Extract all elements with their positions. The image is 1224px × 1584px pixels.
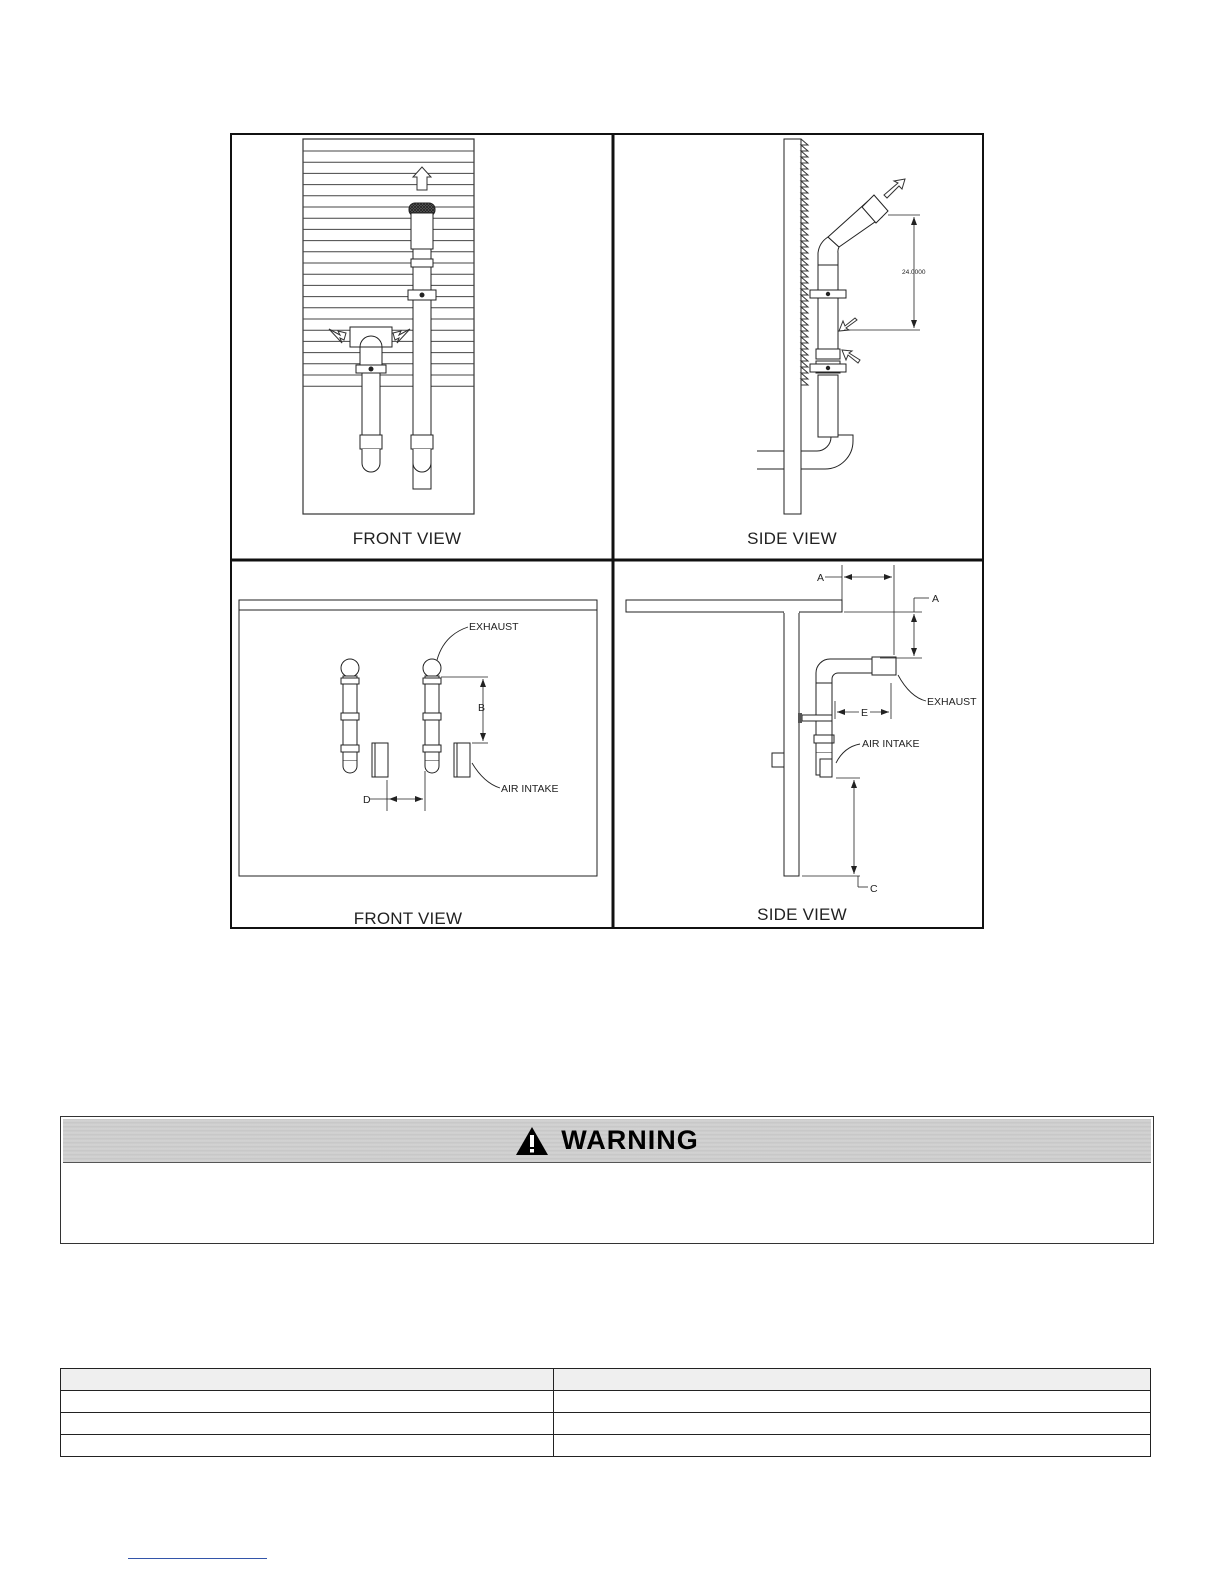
warning-box xyxy=(60,1116,1154,1244)
panel3-label: FRONT VIEW xyxy=(353,909,463,927)
table-header-row xyxy=(61,1369,1151,1391)
wall-strap xyxy=(802,715,832,721)
vent-diagram xyxy=(232,135,982,927)
dimension-a-right-label: A xyxy=(932,593,940,605)
dimension-24-label: 24.0000 xyxy=(902,269,926,276)
spec-table xyxy=(60,1368,1151,1457)
table-row xyxy=(61,1413,1151,1435)
panel4-label: SIDE VIEW xyxy=(757,905,847,924)
panel1-label: FRONT VIEW xyxy=(352,529,462,548)
footer-link[interactable] xyxy=(128,1553,267,1559)
air-intake-side xyxy=(820,759,832,777)
bottom-elbow xyxy=(801,435,853,469)
dimension-a-top-label: A xyxy=(817,572,825,584)
wall-section xyxy=(784,139,801,514)
intake-arrow-upper-icon xyxy=(839,318,857,331)
dimension-d-label: D xyxy=(363,794,371,806)
panel-side-view-top xyxy=(747,139,926,548)
exhaust-end xyxy=(872,657,896,675)
table-row xyxy=(61,1391,1151,1413)
vertical-pipe xyxy=(818,375,838,437)
exhaust-elbow xyxy=(816,659,876,683)
panel-side-view-bottom xyxy=(626,565,977,924)
dimension-e-label: E xyxy=(861,707,869,719)
panel-front-view-top xyxy=(303,139,474,548)
wall-outline xyxy=(239,600,597,876)
dimension-c-label: C xyxy=(870,883,878,895)
exhaust-label-side: EXHAUST xyxy=(927,696,977,708)
table-header-cell xyxy=(61,1369,554,1391)
air-intake-fitting xyxy=(454,743,470,777)
panel2-label: SIDE VIEW xyxy=(747,529,837,548)
table-row xyxy=(61,1435,1151,1457)
table-header-cell xyxy=(554,1369,1151,1391)
exhaust-outlet xyxy=(423,659,441,677)
exhaust-direction-arrow-icon xyxy=(884,179,905,198)
table-cell xyxy=(554,1391,1151,1413)
dimension-b-label: B xyxy=(478,702,486,714)
air-intake-label-side: AIR INTAKE xyxy=(862,738,920,750)
table-cell xyxy=(554,1413,1151,1435)
warning-title: WARNING xyxy=(561,1125,699,1155)
table-cell xyxy=(61,1435,554,1457)
warning-header xyxy=(63,1119,1151,1163)
table-cell xyxy=(61,1391,554,1413)
table-cell xyxy=(554,1435,1151,1457)
intake-arrow-lower-icon xyxy=(842,350,860,363)
exhaust-label: EXHAUST xyxy=(469,621,519,633)
side-wall xyxy=(784,612,799,876)
panel-front-view-bottom xyxy=(239,600,597,927)
overhang xyxy=(626,600,842,612)
table-cell xyxy=(61,1413,554,1435)
air-intake-label: AIR INTAKE xyxy=(501,783,559,795)
warning-triangle-icon xyxy=(515,1126,549,1156)
vent-installation-figure xyxy=(230,133,984,929)
intake-pipe xyxy=(362,373,380,438)
siding-profile xyxy=(801,139,808,385)
